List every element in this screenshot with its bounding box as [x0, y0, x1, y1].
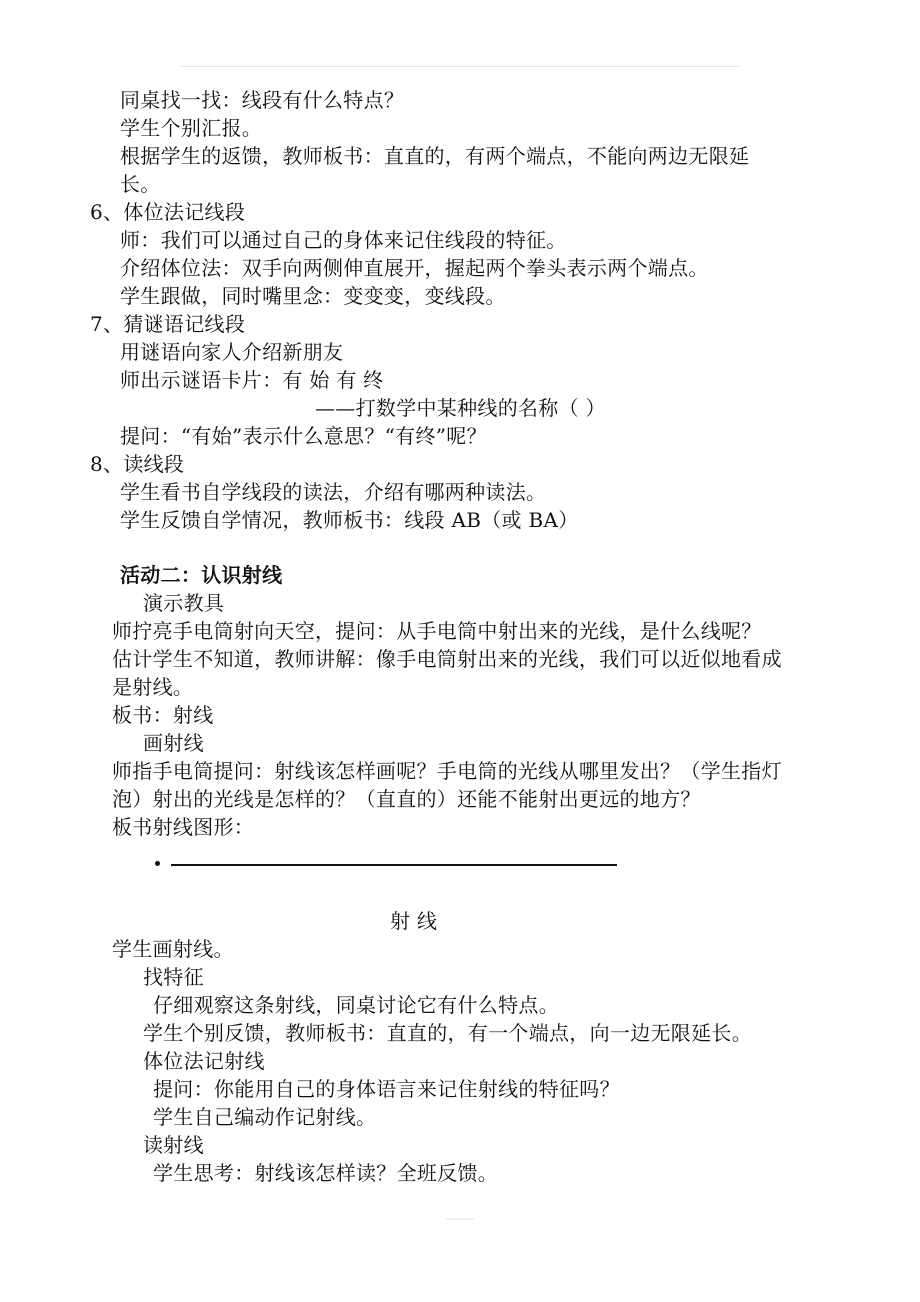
ray-endpoint: [155, 861, 160, 866]
text-line: 是射线。: [112, 675, 194, 699]
text-line: 根据学生的返馈，教师板书：直直的，有两个端点，不能向两边无限延: [120, 144, 750, 168]
text-line: 泡）射出的光线是怎样的？（直直的）还能不能射出更远的地方？: [112, 787, 701, 811]
text-line: 师指手电筒提问：射线该怎样画呢？手电筒的光线从哪里发出？（学生指灯: [112, 759, 782, 783]
text-line: 学生个别汇报。: [120, 116, 263, 140]
text-line: 学生个别反馈，教师板书：直直的，有一个端点，向一边无限延长。: [143, 1021, 752, 1045]
text-line: 找特征: [143, 965, 204, 989]
header-rule: [180, 66, 740, 67]
ray-line: [171, 864, 617, 866]
text-line: 长。: [120, 172, 161, 196]
text-line: 学生思考：射线该怎样读？全班反馈。: [153, 1161, 499, 1185]
text-line: 介绍体位法：双手向两侧伸直展开，握起两个拳头表示两个端点。: [120, 256, 709, 280]
ray-caption: 射 线: [390, 909, 438, 933]
text-line: 学生跟做，同时嘴里念：变变变，变线段。: [120, 284, 506, 308]
text-line: 提问：“有始”表示什么意思？“有终”呢？: [120, 424, 487, 448]
text-line: 用谜语向家人介绍新朋友: [120, 340, 344, 364]
ray-figure: [155, 850, 617, 880]
text-line: 读射线: [143, 1133, 204, 1157]
text-line: 画射线: [143, 731, 204, 755]
text-line: 仔细观察这条射线，同桌讨论它有什么特点。: [153, 993, 559, 1017]
text-line: 演示教具: [143, 591, 225, 615]
activity-heading: 活动二：认识射线: [120, 563, 283, 587]
text-line: 提问：你能用自己的身体语言来记住射线的特征吗？: [153, 1077, 620, 1101]
text-line: 学生看书自学线段的读法，介绍有哪两种读法。: [120, 480, 547, 504]
text-line: 估计学生不知道，教师讲解：像手电筒射出来的光线，我们可以近似地看成: [112, 647, 782, 671]
text-line: 体位法记射线: [143, 1049, 265, 1073]
riddle-answer-line: ——打数学中某种线的名称（ ）: [315, 396, 606, 420]
text-line: 师拧亮手电筒射向天空，提问：从手电筒中射出来的光线，是什么线呢？: [112, 619, 762, 643]
text-line: 学生画射线。: [112, 937, 234, 961]
text-line: 学生自己编动作记射线。: [153, 1105, 377, 1129]
section-heading: 8、读线段: [90, 452, 185, 476]
text-line: 师：我们可以通过自己的身体来记住线段的特征。: [120, 228, 567, 252]
text-line: 板书射线图形：: [112, 815, 255, 839]
text-line: 同桌找一找：线段有什么特点？: [120, 88, 405, 112]
section-heading: 6、体位法记线段: [90, 200, 246, 224]
section-heading: 7、猜谜语记线段: [90, 312, 246, 336]
text-line: 板书：射线: [112, 703, 214, 727]
footer-mark: [446, 1218, 474, 1220]
text-line: 师出示谜语卡片：有 始 有 终: [120, 368, 384, 392]
text-line: 学生反馈自学情况，教师板书：线段 AB（或 BA）: [120, 508, 579, 532]
